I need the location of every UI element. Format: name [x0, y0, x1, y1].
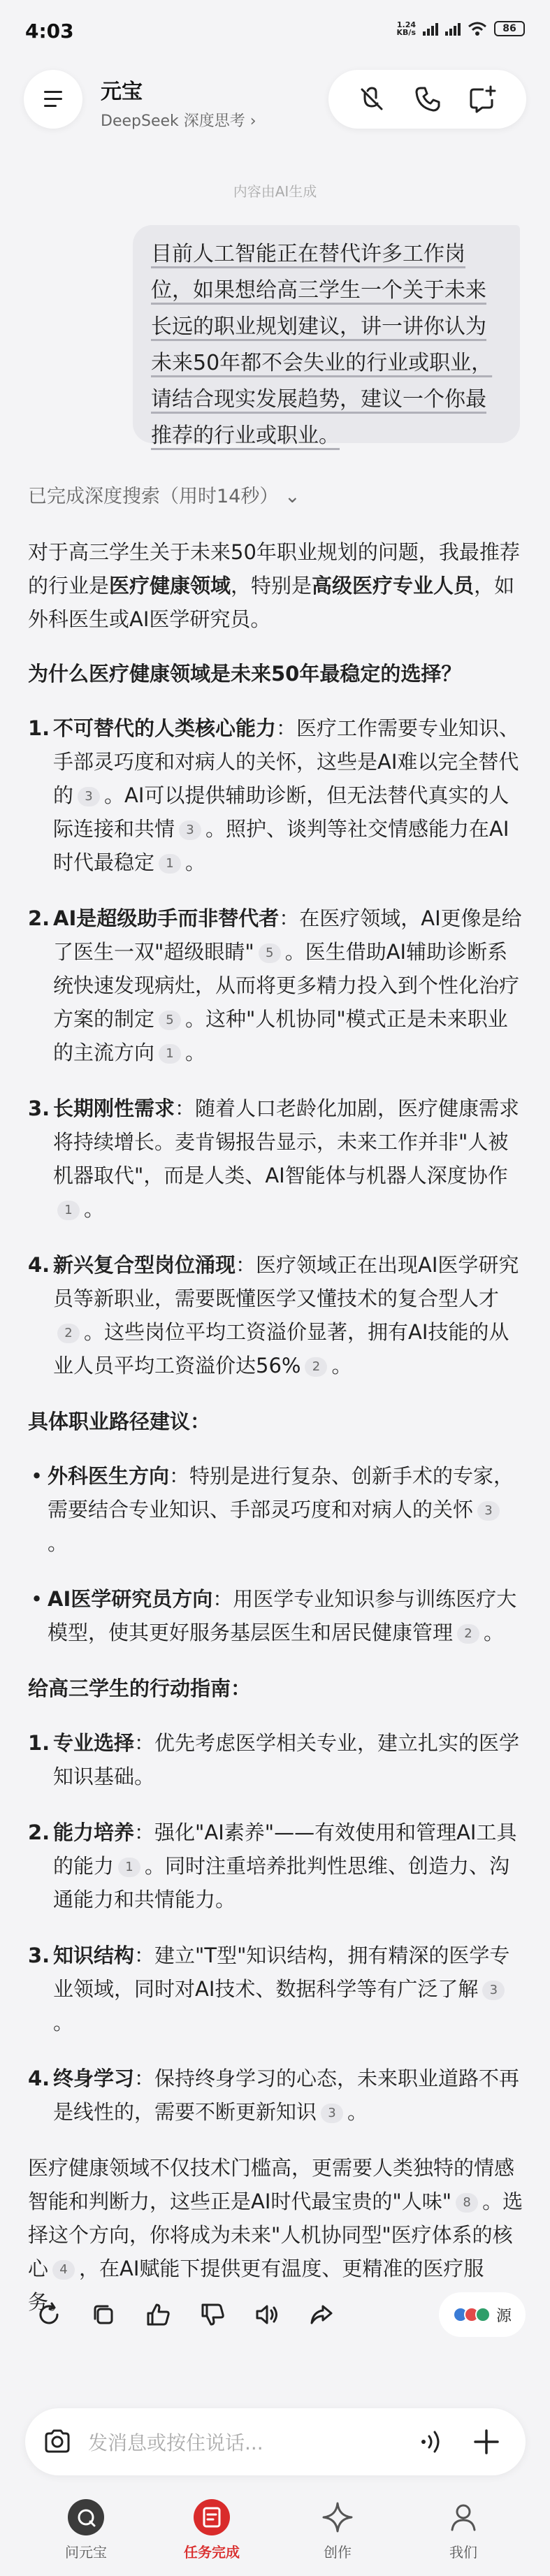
list-item: 1. 不可替代的人类核心能力：医疗工作需要专业知识、手部灵巧度和对病人的关怀，这些是AI难以完全替代的 3 。AI可以提供辅助诊断，但无法替代真实的人际连接和共情 3 。照护、谈判等社交情感能力在AI时代最稳定 1 。 [28, 716, 520, 874]
sources-label: 源 [495, 2307, 512, 2325]
refresh-icon[interactable] [32, 2298, 66, 2331]
nav-item-tasks[interactable] [163, 2498, 261, 2561]
citation-badge[interactable]: 1 [159, 854, 181, 874]
new-chat-icon[interactable] [465, 82, 499, 116]
sparkle-icon [318, 2498, 357, 2537]
list-item: 2. AI是超级助手而非替代者：在医疗领域，AI更像是给了医生一双"超级眼睛" 5 。医生借助AI辅助诊断系统快速发现病灶，从而将更多精力投入到个性化治疗方案的制定 5 。这种"人机协同"模式正是未来职业的主流方向 1 。 [28, 906, 522, 1064]
list-item: 1. 专业选择：优先考虑医学相关专业，建立扎实的医学知识基础。 [28, 1731, 520, 1788]
section-heading: 具体职业路径建议： [28, 1410, 211, 1433]
header-actions [328, 70, 526, 129]
model-selector[interactable]: DeepSeek 深度思考 › [101, 113, 256, 130]
guides-list [28, 1726, 524, 2129]
plus-icon[interactable] [470, 2425, 503, 2459]
thumbs-up-icon[interactable] [141, 2298, 175, 2331]
signal-icon-2 [445, 22, 461, 36]
citation-badge[interactable]: 5 [159, 1011, 181, 1030]
thumbs-down-icon[interactable] [196, 2298, 229, 2331]
section-heading: 给高三学生的行动指南： [28, 1677, 252, 1700]
paths-list [28, 1459, 524, 1649]
reasons-list [28, 711, 524, 1382]
nav-item-ask[interactable] [37, 2498, 135, 2561]
list-item: 3. 知识结构：建立"T型"知识结构，拥有精深的医学专业领域，同时对AI技术、数据科学等有广泛了解 3。 [28, 1944, 510, 2034]
menu-button[interactable] [24, 70, 82, 129]
answer-toolbar [25, 2292, 526, 2337]
battery-icon: 86 [494, 21, 525, 36]
task-icon [192, 2498, 231, 2537]
copy-icon[interactable] [87, 2298, 120, 2331]
citation-badge[interactable]: 5 [259, 943, 281, 963]
nav-item-create[interactable] [289, 2498, 386, 2561]
search-status-toggle[interactable]: 已完成深度搜索（用时14秒） ⌄ [28, 486, 301, 507]
share-icon[interactable] [305, 2298, 338, 2331]
mute-icon[interactable] [355, 82, 389, 116]
source-icons [453, 2307, 491, 2322]
wifi-icon [468, 21, 487, 36]
citation-badge[interactable]: 3 [78, 787, 100, 806]
citation-badge[interactable]: 2 [305, 1357, 327, 1377]
ai-generated-note: 内容由AI生成 [233, 183, 317, 200]
chat-header [0, 59, 550, 136]
status-bar [0, 0, 550, 56]
list-item: 4. 新兴复合型岗位涌现：医疗领域正在出现AI医学研究员等新职业，需要既懂医学又懂技术的复合型人才2 。这些岗位平均工资溢价显著，拥有AI技能的从业人员平均工资溢价达56% 2 。 [28, 1253, 519, 1377]
title-block [101, 74, 256, 131]
user-message-bubble[interactable] [133, 225, 520, 448]
user-icon [444, 2498, 483, 2537]
citation-badge[interactable]: 2 [57, 1324, 80, 1343]
signal-icon [423, 22, 438, 36]
chat-title: 元宝 [101, 80, 143, 104]
message-input-bar [25, 2408, 526, 2475]
user-message-text: 目前人工智能正在替代许多工作岗位，如果想给高三学生一个关于未来长远的职业规划建议，讲一讲你认为未来50年都不会失业的行业或职业，请结合现实发展趋势，建议一个你最推荐的行业或职业。 [151, 242, 493, 448]
nav-label: 问元宝 [65, 2544, 107, 2561]
phone-icon[interactable] [411, 82, 444, 116]
citation-badge[interactable]: 8 [456, 2193, 478, 2213]
citation-badge[interactable]: 1 [118, 1858, 140, 1877]
speaker-icon[interactable] [250, 2298, 284, 2331]
citation-badge[interactable]: 1 [159, 1044, 181, 1064]
list-item: 4. 终身学习：保持终身学习的心态，未来职业道路不再是线性的，需要不断更新知识 3 。 [28, 2067, 520, 2124]
citation-badge[interactable]: 3 [321, 2104, 343, 2123]
net-speed: 1.24 KB/s [396, 20, 416, 37]
list-item: 3. 长期刚性需求：随着人口老龄化加剧，医疗健康需求将持续增长。麦肯锡报告显示，未来工作并非"人被机器取代"，而是人类、AI智能体与机器人深度协作1 。 [28, 1097, 520, 1221]
citation-badge[interactable]: 4 [52, 2260, 75, 2280]
nav-label: 创作 [324, 2544, 352, 2561]
citation-badge[interactable]: 2 [457, 1624, 479, 1644]
sources-button[interactable] [439, 2292, 526, 2337]
nav-item-me[interactable] [414, 2498, 512, 2561]
bottom-nav [0, 2488, 550, 2576]
outro-paragraph: 医疗健康领域不仅技术门槛高，更需要人类独特的情感智能和判断力，这些正是AI时代最宝贵的"人味" 8 。选择这个方向，你将成为未来"人机协同型"医疗体系的核心 4 ，在AI赋能下提供更有温度、更精准的医疗服务。 [28, 2156, 523, 2314]
citation-badge[interactable]: 3 [179, 820, 201, 840]
yuanbao-avatar-icon [66, 2498, 106, 2537]
assistant-answer [28, 535, 524, 2340]
status-icons [397, 21, 525, 36]
message-input[interactable]: 发消息或按住说话... [88, 2431, 263, 2454]
list-item: 2. 能力培养：强化"AI素养"——有效使用和管理AI工具的能力 1 。同时注重培养批判性思维、创造力、沟通能力和共情能力。 [28, 1821, 517, 1911]
intro-paragraph: 对于高三学生关于未来50年职业规划的问题，我最推荐的行业是医疗健康领域，特别是高级医疗专业人员，如外科医生或AI医学研究员。 [28, 540, 520, 631]
section-heading: 为什么医疗健康领域是未来50年最稳定的选择？ [28, 662, 462, 686]
citation-badge[interactable]: 3 [482, 1981, 505, 2000]
list-item: • AI医学研究员方向：用医学专业知识参与训练医疗大模型，使其更好服务基层医生和居民健康管理 2 。 [31, 1587, 517, 1644]
nav-label: 我们 [449, 2544, 477, 2561]
citation-badge[interactable]: 3 [477, 1501, 500, 1521]
nav-label: 任务完成 [184, 2544, 240, 2561]
status-time: 4:03 [25, 20, 74, 43]
citation-badge[interactable]: 1 [57, 1201, 80, 1220]
list-item: • 外科医生方向：特别是进行复杂、创新手术的专家，需要结合专业知识、手部灵巧度和对病人的关怀 3。 [31, 1464, 514, 1555]
camera-icon[interactable] [41, 2425, 74, 2459]
voice-wave-icon[interactable] [414, 2425, 447, 2459]
